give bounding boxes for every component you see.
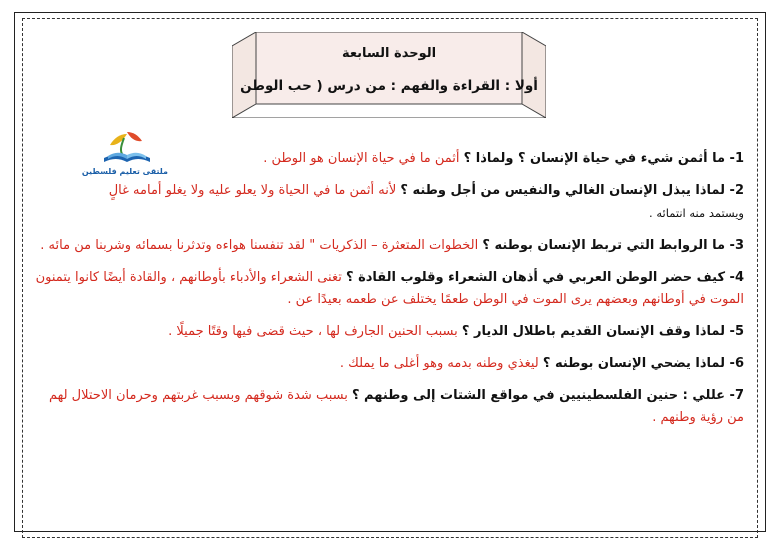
question-text: 6- لماذا يضحي الإنسان بوطنه ؟ xyxy=(542,356,744,371)
answer-text: الخطوات المتعثرة – الذكريات " لقد تنفسنا هواءه وتدثرنا بسمائه وشربنا من مائه . xyxy=(40,238,483,253)
question-text: 7- عللي : حنين الفلسطينيين في مواقع الشتات إلى وطنهم ؟ xyxy=(351,388,744,403)
logo-label: ملتقى تعليم فلسطين xyxy=(81,167,168,176)
qa-item-4 xyxy=(34,267,744,311)
qa-item-7 xyxy=(34,385,744,429)
qa-item-1 xyxy=(34,148,744,170)
title-banner xyxy=(232,32,546,118)
qa-list xyxy=(34,148,744,439)
question-text: 2- لماذا يبذل الإنسان الغالي والنفيس من أجل وطنه ؟ xyxy=(400,183,744,198)
answer-text-continued: ويستمد منه انتمائه . xyxy=(649,206,744,220)
answer-text: بسبب الحنين الجارف لها ، حيث قضى فيها وقتًا جميلًا . xyxy=(168,324,462,339)
qa-item-5 xyxy=(34,321,744,343)
question-text: 5- لماذا وقف الإنسان القديم باطلال الديار ؟ xyxy=(461,324,744,339)
answer-text: بسبب شدة شوقهم وبسبب غربتهم وحرمان الاحتلال لهم من رؤية وطنهم . xyxy=(48,388,744,425)
qa-item-3 xyxy=(34,235,744,257)
qa-item-6 xyxy=(34,353,744,375)
question-text: 3- ما الروابط التي تربط الإنسان بوطنه ؟ xyxy=(482,238,744,253)
question-text: 1- ما أثمن شيء في حياة الإنسان ؟ ولماذا ؟ xyxy=(463,151,744,166)
answer-text: لأنه أثمن ما في الحياة ولا يعلو عليه ولا يغلو أمامه غالٍ xyxy=(108,183,401,198)
question-text: 4- كيف حضر الوطن العربي في أذهان الشعراء وقلوب القادة ؟ xyxy=(346,270,744,285)
qa-item-2 xyxy=(34,180,744,225)
answer-text: أثمن ما في حياة الإنسان هو الوطن . xyxy=(263,151,464,166)
lesson-title: أولا : القراءة والفهم : من درس ( حب الوطن xyxy=(240,78,538,94)
answer-text: تغنى الشعراء والأدباء بأوطانهم ، والقادة أيضًا كانوا يتمنون الموت في أوطانهم وبعضهم يرى الموت في الوطن طعمًا يختلف عن طعمه بعيدًا عن . xyxy=(35,270,744,307)
answer-text: ليغذي وطنه بدمه وهو أغلى ما يملك . xyxy=(339,356,543,371)
unit-title: الوحدة السابعة xyxy=(341,46,437,61)
